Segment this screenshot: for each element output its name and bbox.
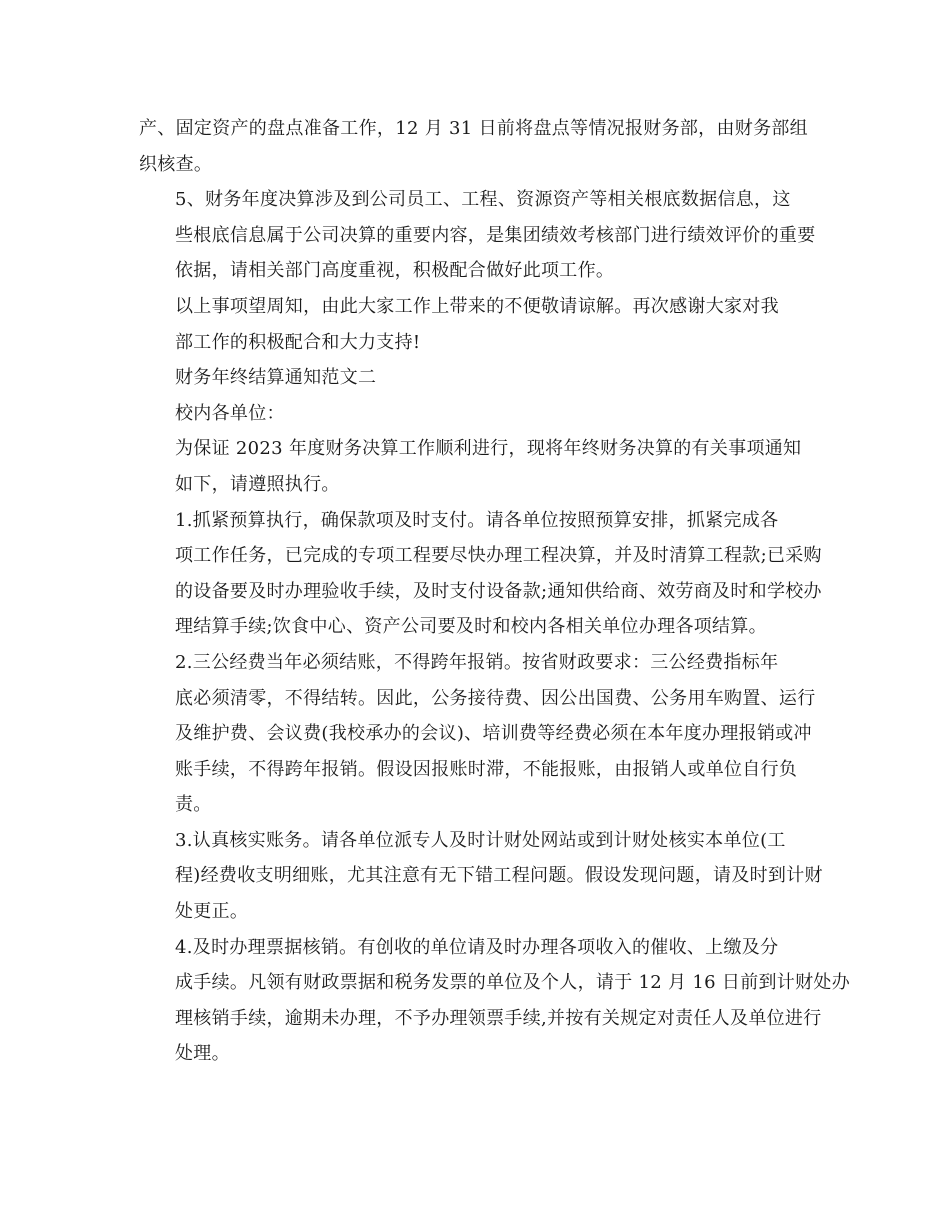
text-line: 部工作的积极配合和大力支持!: [175, 331, 421, 353]
text-line: 处更正。: [175, 901, 249, 923]
text-line: 的设备要及时办理验收手续，及时支付设备款;通知供给商、效劳商及时和学校办: [175, 580, 822, 602]
text-line: 及维护费、会议费(我校承办的会议)、培训费等经费必须在本年度办理报销或冲: [175, 723, 812, 745]
text-line: 产、固定资产的盘点准备工作，12 月 31 日前将盘点等情况报财务部，由财务部组: [139, 118, 808, 139]
paragraph-closing: [139, 289, 814, 360]
paragraph-inventory-check: [139, 111, 814, 182]
text-line: 底必须清零，不得结转。因此，公务接待费、因公出国费、公务用车购置、运行: [175, 687, 816, 709]
paragraph-item-1: [139, 503, 822, 645]
text-line: 2.三公经费当年必须结账，不得跨年报销。按省财政要求：三公经费指标年: [175, 651, 779, 673]
text-line: 3.认真核实账务。请各单位派专人及时计财处网站或到计财处核实本单位(工: [175, 829, 786, 851]
salutation: [139, 396, 814, 432]
text-line: 成手续。凡领有财政票据和税务发票的单位及个人，请于 12 月 16 日前到计财处办: [175, 972, 850, 994]
paragraph-item-5: [139, 182, 814, 289]
document-body: [139, 111, 850, 1072]
text-line: 理核销手续，逾期未办理，不予办理领票手续,并按有关规定对责任人及单位进行: [175, 1007, 822, 1029]
paragraph-item-2: [139, 645, 814, 823]
text-line: 5、财务年度决算涉及到公司员工、工程、资源资产等相关根底数据信息，这: [175, 189, 791, 211]
text-line: 织核查。: [139, 153, 213, 175]
text-line: 处理。: [175, 1043, 230, 1065]
paragraph-intro: [139, 431, 814, 502]
text-line: 责。: [175, 794, 212, 816]
section-title: [139, 360, 814, 396]
text-line: 理结算手续;饮食中心、资产公司要及时和校内各相关单位办理各项结算。: [175, 616, 767, 638]
text-line: 项工作任务，已完成的专项工程要尽快办理工程决算，并及时清算工程款;已采购: [175, 545, 822, 567]
text-line: 1.抓紧预算执行，确保款项及时支付。请各单位按照预算安排，抓紧完成各: [175, 509, 779, 531]
text-line: 4.及时办理票据核销。有创收的单位请及时办理各项收入的催收、上缴及分: [175, 936, 779, 958]
text-line: 些根底信息属于公司决算的重要内容，是集团绩效考核部门进行绩效评价的重要: [175, 224, 816, 246]
text-line: 财务年终结算通知范文二: [175, 367, 377, 389]
paragraph-item-4: [139, 930, 850, 1072]
text-line: 校内各单位：: [175, 402, 285, 424]
text-line: 依据，请相关部门高度重视，积极配合做好此项工作。: [175, 260, 615, 282]
text-line: 程)经费收支明细账，尤其注意有无下错工程问题。假设发现问题，请及时到计财: [175, 865, 823, 887]
text-line: 为保证 2023 年度财务决算工作顺利进行，现将年终财务决算的有关事项通知: [175, 438, 802, 460]
text-line: 以上事项望周知，由此大家工作上带来的不便敬请谅解。再次感谢大家对我: [175, 295, 779, 317]
paragraph-item-3: [139, 823, 823, 930]
text-line: 如下，请遵照执行。: [175, 473, 340, 495]
text-line: 账手续，不得跨年报销。假设因报账时滞，不能报账，由报销人或单位自行负: [175, 758, 798, 780]
